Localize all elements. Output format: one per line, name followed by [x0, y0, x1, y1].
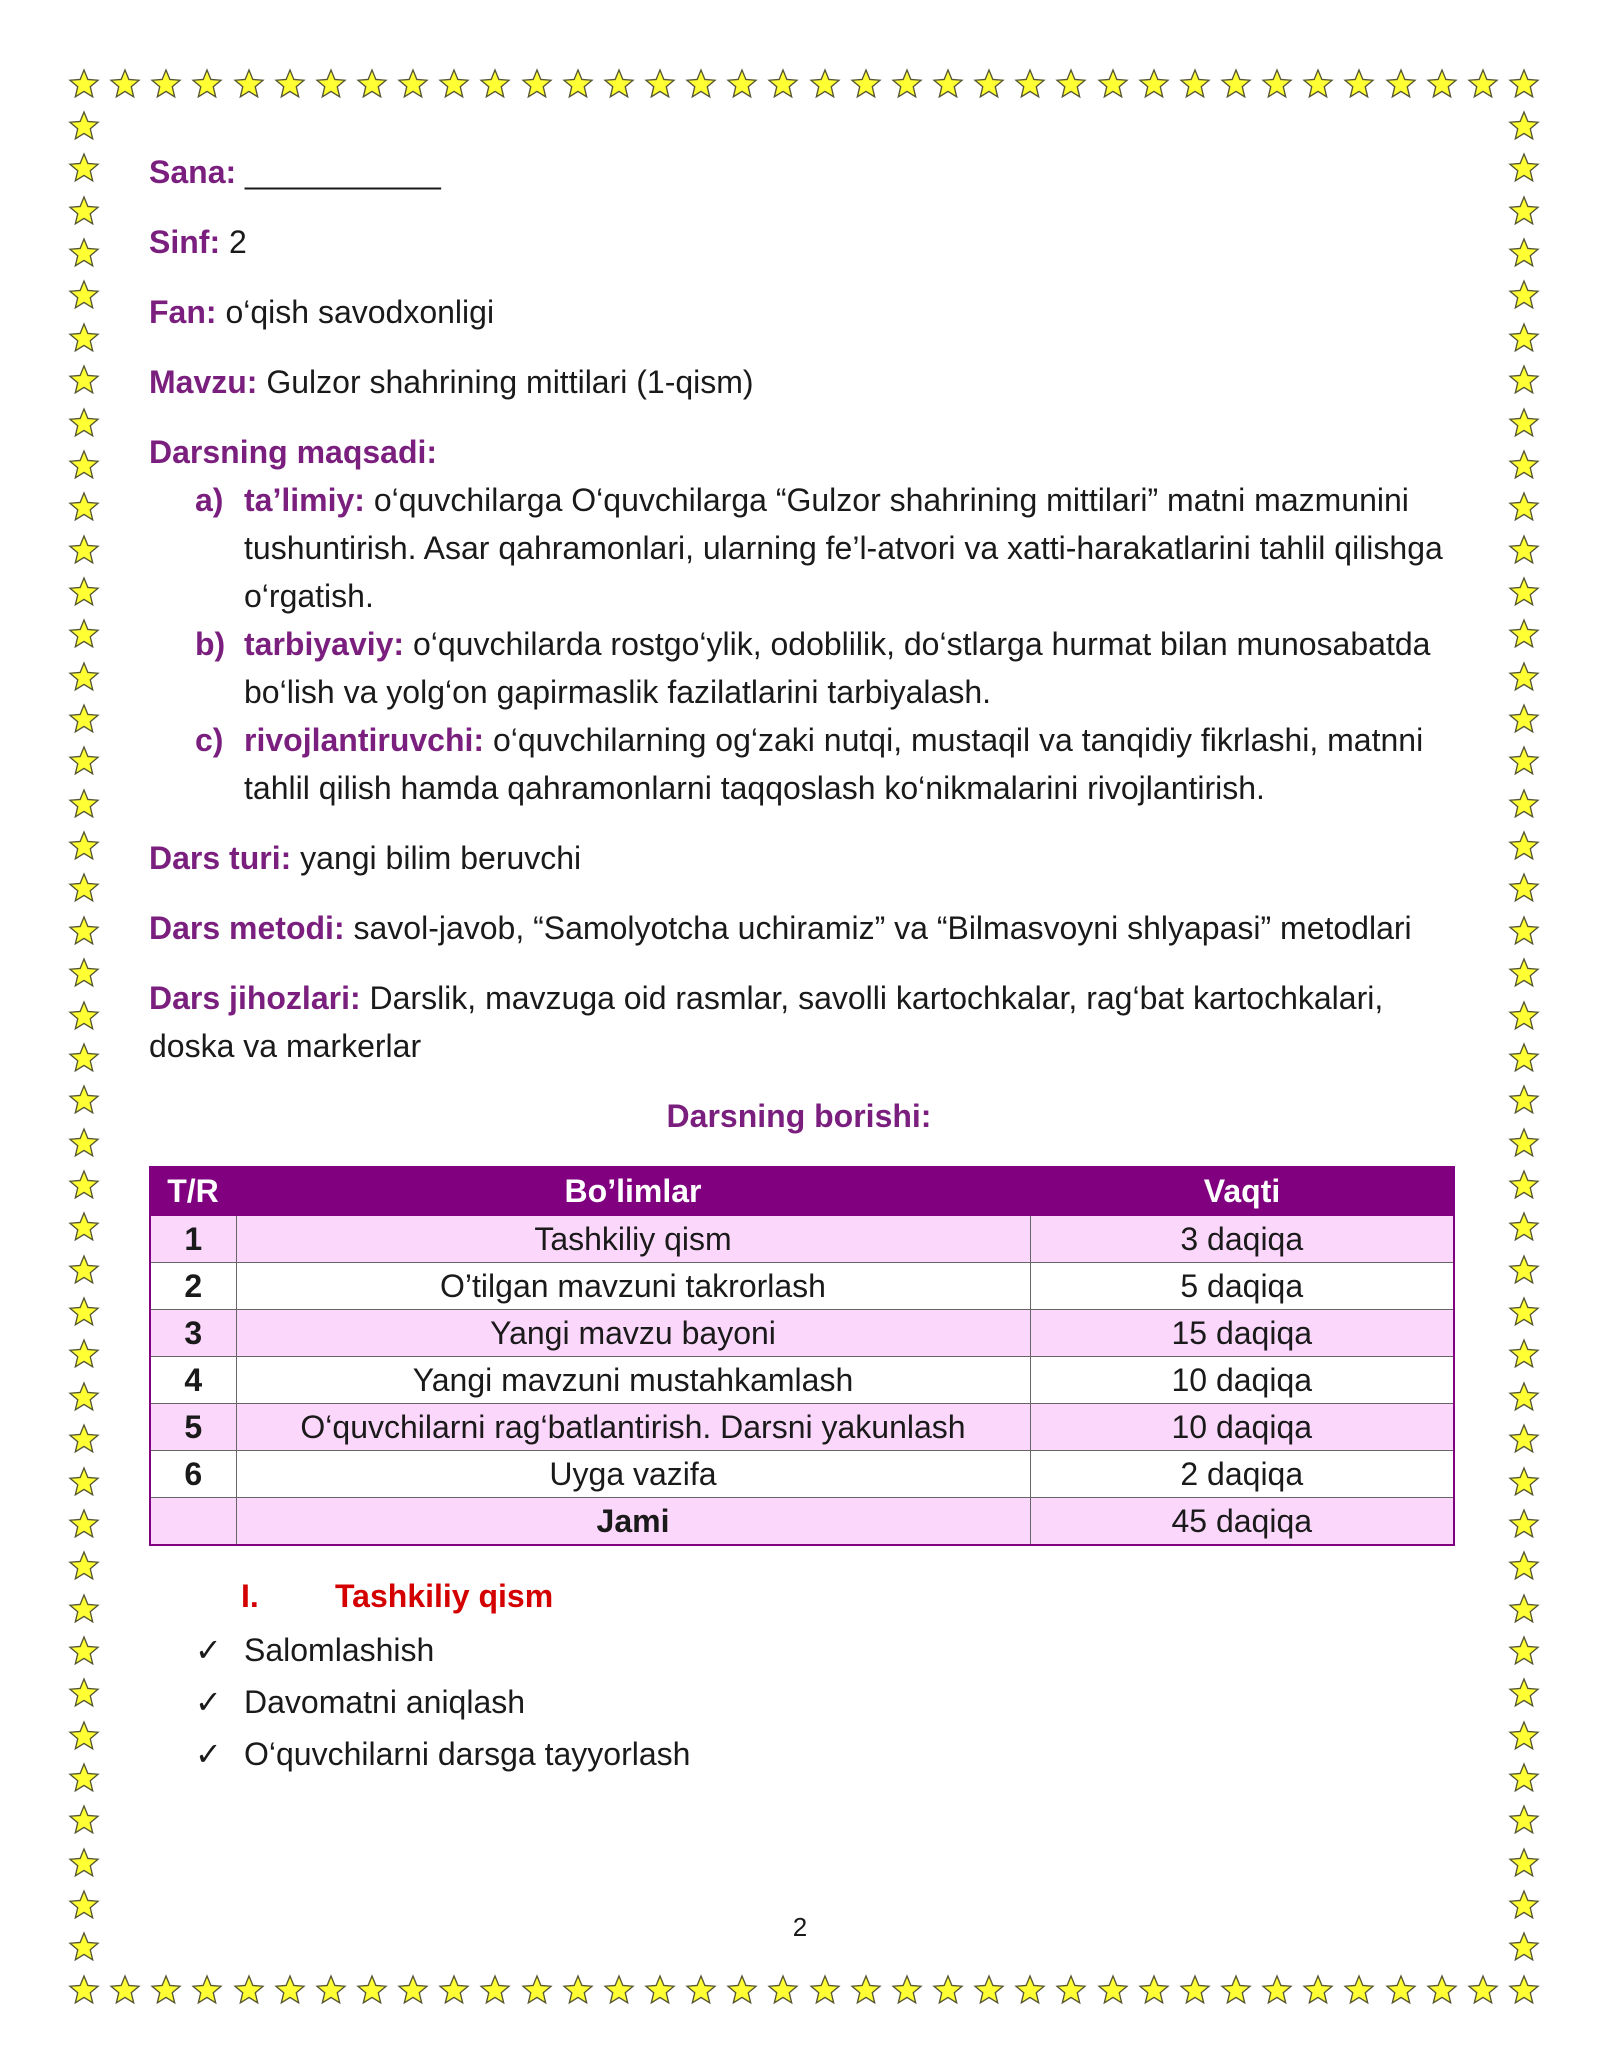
star-icon	[1179, 68, 1211, 100]
aim-item	[149, 716, 1449, 812]
table-row	[150, 1404, 1454, 1451]
star-icon	[191, 1974, 223, 2006]
star-icon	[397, 68, 429, 100]
star-border-top	[68, 68, 1540, 100]
star-icon	[1508, 1720, 1540, 1752]
star-icon	[1508, 1000, 1540, 1032]
star-icon	[1508, 364, 1540, 396]
star-icon	[68, 279, 100, 311]
star-icon	[68, 576, 100, 608]
row-time: 2 daqiqa	[1030, 1451, 1454, 1498]
star-icon	[685, 68, 717, 100]
checklist	[149, 1624, 1449, 1780]
star-icon	[1508, 1804, 1540, 1836]
lesson-method-value: savol-javob, “Samolyotcha uchiramiz” va “Bilmasvoyni shlyapasi” metodlari	[353, 910, 1412, 946]
star-icon	[68, 1762, 100, 1794]
star-icon	[68, 407, 100, 439]
star-icon	[1014, 1974, 1046, 2006]
star-icon	[1508, 322, 1540, 354]
aim-text: o‘quvchilarga O‘quvchilarga “Gulzor shahrining mittilari” matni mazmunini tushuntirish. Asar qahramonlari, ularning fe’l-atvori va xatti-harakatlarini tahlil qilishga o‘rgatish.	[244, 482, 1443, 614]
aim-text: o‘quvchilarda rostgo‘ylik, odoblilik, do‘stlarga hurmat bilan munosabatda bo‘lish va yolg‘on gapirmaslik fazilatlarini tarbiyalash.	[244, 626, 1431, 710]
list-item	[149, 1676, 1449, 1728]
star-icon	[1097, 68, 1129, 100]
row-section: Uyga vazifa	[236, 1451, 1030, 1498]
star-icon	[274, 1974, 306, 2006]
star-icon	[68, 1720, 100, 1752]
star-icon	[68, 1127, 100, 1159]
list-item	[149, 1624, 1449, 1676]
star-icon	[68, 449, 100, 481]
star-icon	[521, 68, 553, 100]
total-number-cell	[150, 1498, 236, 1546]
star-icon	[356, 1974, 388, 2006]
star-icon	[274, 68, 306, 100]
star-icon	[438, 68, 470, 100]
table-row	[150, 1451, 1454, 1498]
star-icon	[68, 110, 100, 142]
row-number: 6	[150, 1451, 236, 1498]
star-icon	[603, 1974, 635, 2006]
star-icon	[1508, 534, 1540, 566]
row-number: 2	[150, 1263, 236, 1310]
star-icon	[603, 68, 635, 100]
subject-label: Fan:	[149, 294, 217, 330]
subject-value: o‘qish savodxonligi	[225, 294, 495, 330]
star-icon	[767, 68, 799, 100]
star-icon	[109, 1974, 141, 2006]
table-row	[150, 1310, 1454, 1357]
star-icon	[1302, 1974, 1334, 2006]
star-icon	[1467, 68, 1499, 100]
star-icon	[1508, 110, 1540, 142]
list-item	[149, 1728, 1449, 1780]
row-number: 4	[150, 1357, 236, 1404]
aim-label: rivojlantiruvchi:	[244, 722, 485, 758]
star-icon	[68, 1042, 100, 1074]
aim-text: o‘quvchilarning og‘zaki nutqi, mustaqil va tanqidiy fikrlashi, matnni tahlil qilish hamda qahramonlarni taqqoslash ko‘nikmalarini rivojlantirish.	[244, 722, 1424, 806]
star-icon	[1508, 1593, 1540, 1625]
page-number: 2	[792, 1912, 808, 1942]
star-icon	[1508, 618, 1540, 650]
section-number: I.	[241, 1578, 259, 1614]
star-icon	[68, 1593, 100, 1625]
col-header-sections: Bo’limlar	[236, 1167, 1030, 1215]
star-icon	[1508, 1169, 1540, 1201]
star-icon	[68, 364, 100, 396]
total-label: Jami	[236, 1498, 1030, 1546]
row-time: 10 daqiqa	[1030, 1404, 1454, 1451]
plan-title: Darsning borishi:	[666, 1098, 932, 1134]
star-icon	[1467, 1974, 1499, 2006]
star-icon	[1508, 279, 1540, 311]
star-icon	[191, 68, 223, 100]
star-icon	[68, 1635, 100, 1667]
star-icon	[644, 1974, 676, 2006]
row-number: 5	[150, 1404, 236, 1451]
aim-label: ta’limiy:	[244, 482, 365, 518]
star-icon	[438, 1974, 470, 2006]
star-icon	[68, 1974, 100, 2006]
star-icon	[1508, 1677, 1540, 1709]
star-icon	[109, 68, 141, 100]
star-icon	[315, 1974, 347, 2006]
star-icon	[1508, 1254, 1540, 1286]
star-icon	[1508, 491, 1540, 523]
star-icon	[1508, 1550, 1540, 1582]
topic-value: Gulzor shahrining mittilari (1-qism)	[266, 364, 754, 400]
star-icon	[1261, 68, 1293, 100]
star-icon	[1426, 1974, 1458, 2006]
aim-label: tarbiyaviy:	[244, 626, 405, 662]
star-icon	[68, 195, 100, 227]
star-icon	[1014, 68, 1046, 100]
star-icon	[1508, 407, 1540, 439]
star-icon	[767, 1974, 799, 2006]
star-icon	[1508, 1974, 1540, 2006]
aim-item	[149, 620, 1449, 716]
star-icon	[1138, 68, 1170, 100]
star-icon	[397, 1974, 429, 2006]
star-icon	[1385, 68, 1417, 100]
star-icon	[1508, 1127, 1540, 1159]
list-item-text: Salomlashish	[244, 1632, 435, 1668]
star-icon	[68, 1084, 100, 1116]
grade-value: 2	[228, 224, 247, 260]
row-time: 10 daqiqa	[1030, 1357, 1454, 1404]
star-icon	[644, 68, 676, 100]
star-icon	[850, 1974, 882, 2006]
star-icon	[1508, 830, 1540, 862]
check-icon: ✓	[195, 1684, 222, 1720]
star-icon	[68, 957, 100, 989]
star-border-left	[68, 110, 100, 1964]
topic-line	[149, 358, 1449, 406]
star-icon	[1508, 957, 1540, 989]
star-icon	[68, 872, 100, 904]
aims-list	[149, 476, 1449, 812]
star-icon	[233, 68, 265, 100]
star-icon	[68, 915, 100, 947]
star-icon	[1508, 1466, 1540, 1498]
star-icon	[68, 1847, 100, 1879]
date-blank: ___________	[245, 154, 441, 190]
check-icon: ✓	[195, 1632, 222, 1668]
star-icon	[68, 703, 100, 735]
star-icon	[1508, 1381, 1540, 1413]
star-icon	[521, 1974, 553, 2006]
table-row	[150, 1263, 1454, 1310]
star-icon	[1055, 68, 1087, 100]
star-icon	[1508, 576, 1540, 608]
star-border-bottom	[68, 1974, 1540, 2006]
star-icon	[932, 1974, 964, 2006]
star-icon	[1508, 449, 1540, 481]
star-icon	[1508, 1211, 1540, 1243]
star-icon	[68, 1000, 100, 1032]
star-icon	[973, 68, 1005, 100]
star-icon	[68, 1466, 100, 1498]
star-icon	[68, 534, 100, 566]
star-icon	[68, 322, 100, 354]
row-section: Yangi mavzuni mustahkamlash	[236, 1357, 1030, 1404]
star-icon	[1220, 1974, 1252, 2006]
row-time: 3 daqiqa	[1030, 1215, 1454, 1263]
star-icon	[685, 1974, 717, 2006]
row-section: O‘quvchilarni rag‘batlantirish. Darsni yakunlash	[236, 1404, 1030, 1451]
star-icon	[1508, 1042, 1540, 1074]
star-icon	[1343, 68, 1375, 100]
star-icon	[68, 661, 100, 693]
star-icon	[68, 745, 100, 777]
star-icon	[1508, 1847, 1540, 1879]
star-icon	[1508, 1423, 1540, 1455]
aims-title: Darsning maqsadi:	[149, 434, 438, 470]
star-icon	[932, 68, 964, 100]
star-icon	[356, 68, 388, 100]
star-icon	[891, 68, 923, 100]
star-icon	[891, 1974, 923, 2006]
star-icon	[68, 1550, 100, 1582]
star-icon	[1055, 1974, 1087, 2006]
star-icon	[1508, 1084, 1540, 1116]
star-icon	[68, 237, 100, 269]
lesson-type-label: Dars turi:	[149, 840, 292, 876]
lesson-equipment-line	[149, 974, 1449, 1070]
star-icon	[68, 1677, 100, 1709]
row-section: Tashkiliy qism	[236, 1215, 1030, 1263]
star-icon	[1508, 68, 1540, 100]
row-section: O’tilgan mavzuni takrorlash	[236, 1263, 1030, 1310]
aim-marker: c)	[195, 722, 224, 758]
table-row	[150, 1357, 1454, 1404]
date-label: Sana:	[149, 154, 237, 190]
topic-label: Mavzu:	[149, 364, 258, 400]
star-icon	[68, 1254, 100, 1286]
table-header-row	[150, 1167, 1454, 1215]
star-icon	[68, 788, 100, 820]
star-icon	[1508, 703, 1540, 735]
star-icon	[973, 1974, 1005, 2006]
star-icon	[1426, 68, 1458, 100]
section-heading	[149, 1572, 1449, 1620]
star-icon	[68, 1211, 100, 1243]
lesson-plan-table	[149, 1166, 1455, 1546]
star-icon	[479, 68, 511, 100]
list-item-text: O‘quvchilarni darsga tayyorlash	[244, 1736, 691, 1772]
star-icon	[479, 1974, 511, 2006]
star-icon	[68, 1296, 100, 1328]
star-icon	[1385, 1974, 1417, 2006]
lesson-type-value: yangi bilim beruvchi	[300, 840, 582, 876]
aim-marker: a)	[195, 482, 224, 518]
check-icon: ✓	[195, 1736, 222, 1772]
star-icon	[1508, 661, 1540, 693]
lesson-method-label: Dars metodi:	[149, 910, 345, 946]
star-icon	[1508, 1508, 1540, 1540]
date-line	[149, 148, 1449, 196]
star-icon	[809, 68, 841, 100]
star-icon	[150, 68, 182, 100]
lesson-method-line	[149, 904, 1449, 952]
table-row	[150, 1215, 1454, 1263]
star-icon	[1508, 195, 1540, 227]
star-icon	[1508, 1762, 1540, 1794]
section-title: Tashkiliy qism	[335, 1578, 554, 1614]
star-icon	[809, 1974, 841, 2006]
star-icon	[850, 68, 882, 100]
star-icon	[68, 830, 100, 862]
lesson-equipment-label: Dars jihozlari:	[149, 980, 361, 1016]
star-icon	[1261, 1974, 1293, 2006]
grade-label: Sinf:	[149, 224, 221, 260]
list-item-text: Davomatni aniqlash	[244, 1684, 526, 1720]
star-icon	[1508, 237, 1540, 269]
aim-marker: b)	[195, 626, 226, 662]
star-icon	[726, 1974, 758, 2006]
star-icon	[1508, 1635, 1540, 1667]
star-icon	[1508, 915, 1540, 947]
star-icon	[68, 618, 100, 650]
star-icon	[315, 68, 347, 100]
star-icon	[1508, 745, 1540, 777]
row-section: Yangi mavzu bayoni	[236, 1310, 1030, 1357]
star-icon	[68, 1508, 100, 1540]
star-icon	[1302, 68, 1334, 100]
lesson-type-line	[149, 834, 1449, 882]
row-number: 1	[150, 1215, 236, 1263]
star-icon	[1508, 1338, 1540, 1370]
star-icon	[562, 1974, 594, 2006]
lesson-plan-content	[149, 148, 1449, 1780]
subject-line	[149, 288, 1449, 336]
star-icon	[68, 152, 100, 184]
star-icon	[1097, 1974, 1129, 2006]
star-icon	[562, 68, 594, 100]
star-icon	[726, 68, 758, 100]
row-time: 15 daqiqa	[1030, 1310, 1454, 1357]
total-value: 45 daqiqa	[1030, 1498, 1454, 1546]
star-icon	[1138, 1974, 1170, 2006]
star-icon	[1508, 1296, 1540, 1328]
star-icon	[68, 1338, 100, 1370]
star-icon	[68, 1804, 100, 1836]
star-border-right	[1508, 110, 1540, 1964]
grade-line	[149, 218, 1449, 266]
star-icon	[1508, 788, 1540, 820]
row-time: 5 daqiqa	[1030, 1263, 1454, 1310]
star-icon	[150, 1974, 182, 2006]
star-icon	[1508, 872, 1540, 904]
lesson-equipment-value: Darslik, mavzuga oid rasmlar, savolli kartochkalar, rag‘bat kartochkalari, doska va markerlar	[149, 980, 1384, 1064]
star-icon	[233, 1974, 265, 2006]
star-icon	[68, 68, 100, 100]
row-number: 3	[150, 1310, 236, 1357]
star-icon	[68, 491, 100, 523]
star-icon	[68, 1381, 100, 1413]
star-icon	[1179, 1974, 1211, 2006]
star-icon	[68, 1169, 100, 1201]
star-icon	[1508, 152, 1540, 184]
table-total-row	[150, 1498, 1454, 1546]
star-icon	[1343, 1974, 1375, 2006]
star-icon	[68, 1423, 100, 1455]
col-header-time: Vaqti	[1030, 1167, 1454, 1215]
star-icon	[1220, 68, 1252, 100]
col-header-number: T/R	[150, 1167, 236, 1215]
aim-item	[149, 476, 1449, 620]
